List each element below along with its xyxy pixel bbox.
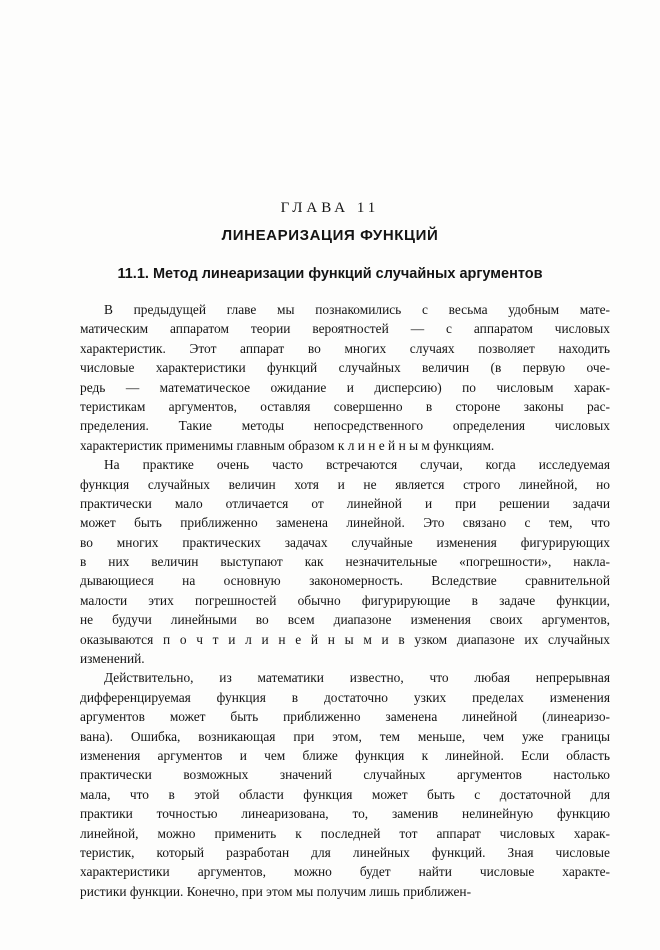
text-line: характеристики аргументов, можно будет найти числовые характе- (80, 864, 610, 880)
text-line: изменения аргументов и чем ближе функция к линейной. Если область (80, 747, 610, 763)
text-line: мала, что в этой области функция может быть с достаточной для (80, 786, 610, 802)
text-line: редь — математическое ожидание и дисперсию) по числовым харак- (80, 379, 610, 395)
text-line: линейной, можно применить к последней тот аппарат числовых харак- (80, 825, 610, 841)
text-line: практики точностью линеаризована, то, заменив нелинейную функцию (80, 806, 610, 822)
text-line: матическим аппаратом теории вероятностей — с аппаратом числовых (80, 321, 610, 337)
text-line: характеристик применимы главным образом к л и н е й н ы м функциям. (80, 437, 495, 453)
text-line: дифференцируемая функция в достаточно узких пределах изменения (80, 689, 610, 705)
text-line: во многих практических задачах случайные изменения фигурирующих (80, 534, 610, 550)
chapter-number: ГЛАВА 11 (280, 200, 380, 216)
body-text (80, 300, 610, 901)
chapter-title: ЛИНЕАРИЗАЦИЯ ФУНКЦИЙ (221, 227, 439, 244)
text-line: числовые характеристики функций случайных величин (в первую оче- (80, 360, 610, 376)
text-line: в них величин выступают как незначительные «погрешности», накла- (80, 554, 610, 570)
text-line: не будучи линейными во всем диапазоне изменения своих аргументов, (80, 612, 610, 628)
text-line: практически возможных значений случайных аргументов настолько (80, 767, 610, 783)
text-line: пределения. Такие методы непосредственного определения числовых (80, 418, 610, 434)
text-line: оказываются п о ч т и л и н е й н ы м и в узком диапазоне их случайных (80, 631, 610, 647)
text-line: характеристик. Этот аппарат во многих случаях позволяет находить (80, 340, 610, 356)
text-line: Действительно, из математики известно, что любая непрерывная (104, 670, 610, 686)
text-line: дывающиеся на основную закономерность. Вследствие сравнительной (80, 573, 610, 589)
text-line: изменений. (80, 651, 145, 667)
text-line: аргументов может быть приближенно заменена линейной (линеаризо- (80, 709, 610, 725)
text-line: теристикам аргументов, оставляя совершенно в стороне законы рас- (80, 398, 610, 414)
text-line: практически мало отличается от линейной и при решении задачи (80, 495, 610, 511)
text-line: малости этих погрешностей обычно фигурирующие в задаче функции, (80, 592, 610, 608)
text-line: теристик, который разработан для линейных функций. Зная числовые (80, 844, 610, 860)
text-line: ристики функции. Конечно, при этом мы получим лишь приближен- (80, 883, 472, 899)
text-line: В предыдущей главе мы познакомились с весьма удобным мате- (104, 302, 610, 317)
text-line: вана). Ошибка, возникающая при этом, тем меньше, чем уже границы (80, 728, 610, 744)
section-title: 11.1. Метод линеаризации функций случайных аргументов (117, 266, 543, 282)
text-line: На практике очень часто встречаются случаи, когда исследуемая (104, 457, 610, 473)
text-line: может быть приближенно заменена линейной. Это связано с тем, что (80, 515, 610, 531)
text-line: функция случайных величин хотя и не является строго линейной, но (80, 476, 610, 492)
